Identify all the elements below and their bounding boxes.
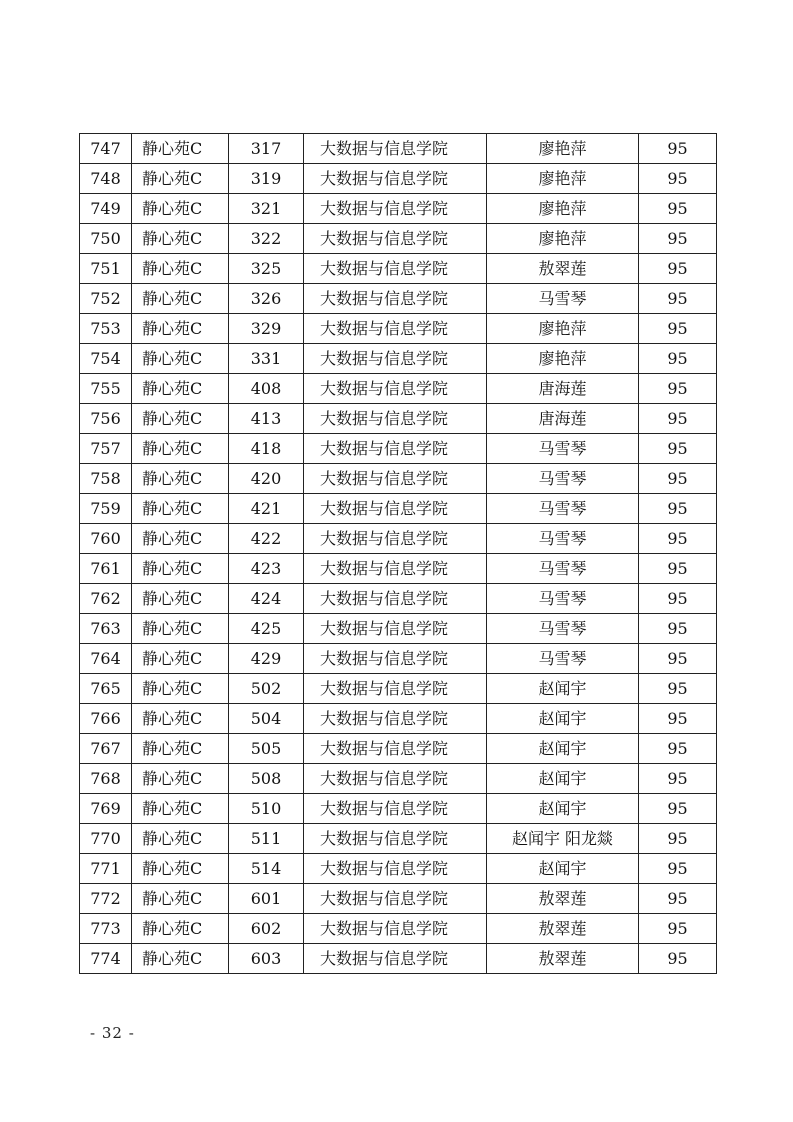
room-number-cell: 505	[229, 734, 304, 764]
room-number-cell: 602	[229, 914, 304, 944]
score-cell: 95	[639, 134, 717, 164]
person-in-charge-cell: 廖艳萍	[487, 194, 639, 224]
score-cell: 95	[639, 194, 717, 224]
room-number-cell: 418	[229, 434, 304, 464]
row-number-cell: 750	[80, 224, 132, 254]
room-number-cell: 408	[229, 374, 304, 404]
dorm-building-cell: 静心苑C	[132, 224, 229, 254]
college-cell: 大数据与信息学院	[304, 494, 487, 524]
score-cell: 95	[639, 164, 717, 194]
table-body	[80, 134, 717, 974]
room-number-cell: 511	[229, 824, 304, 854]
room-number-cell: 329	[229, 314, 304, 344]
college-cell: 大数据与信息学院	[304, 734, 487, 764]
room-number-cell: 413	[229, 404, 304, 434]
dorm-score-table	[79, 133, 717, 974]
college-cell: 大数据与信息学院	[304, 824, 487, 854]
person-in-charge-cell: 敖翠莲	[487, 884, 639, 914]
table-row	[80, 134, 717, 164]
room-number-cell: 325	[229, 254, 304, 284]
dorm-building-cell: 静心苑C	[132, 464, 229, 494]
table-row	[80, 404, 717, 434]
row-number-cell: 758	[80, 464, 132, 494]
college-cell: 大数据与信息学院	[304, 854, 487, 884]
row-number-cell: 765	[80, 674, 132, 704]
score-cell: 95	[639, 404, 717, 434]
person-in-charge-cell: 敖翠莲	[487, 944, 639, 974]
college-cell: 大数据与信息学院	[304, 284, 487, 314]
person-in-charge-cell: 赵闻宇 阳龙燚	[487, 824, 639, 854]
college-cell: 大数据与信息学院	[304, 614, 487, 644]
person-in-charge-cell: 马雪琴	[487, 284, 639, 314]
row-number-cell: 762	[80, 584, 132, 614]
room-number-cell: 603	[229, 944, 304, 974]
dorm-building-cell: 静心苑C	[132, 344, 229, 374]
score-cell: 95	[639, 914, 717, 944]
college-cell: 大数据与信息学院	[304, 914, 487, 944]
dorm-building-cell: 静心苑C	[132, 314, 229, 344]
dorm-building-cell: 静心苑C	[132, 794, 229, 824]
person-in-charge-cell: 赵闻宇	[487, 854, 639, 884]
room-number-cell: 429	[229, 644, 304, 674]
row-number-cell: 767	[80, 734, 132, 764]
row-number-cell: 752	[80, 284, 132, 314]
dorm-building-cell: 静心苑C	[132, 554, 229, 584]
score-cell: 95	[639, 614, 717, 644]
table-row	[80, 944, 717, 974]
college-cell: 大数据与信息学院	[304, 944, 487, 974]
table-row	[80, 374, 717, 404]
table-row	[80, 494, 717, 524]
person-in-charge-cell: 敖翠莲	[487, 914, 639, 944]
dorm-building-cell: 静心苑C	[132, 254, 229, 284]
table-row	[80, 584, 717, 614]
dorm-building-cell: 静心苑C	[132, 824, 229, 854]
row-number-cell: 748	[80, 164, 132, 194]
score-cell: 95	[639, 344, 717, 374]
row-number-cell: 764	[80, 644, 132, 674]
person-in-charge-cell: 马雪琴	[487, 644, 639, 674]
row-number-cell: 772	[80, 884, 132, 914]
college-cell: 大数据与信息学院	[304, 134, 487, 164]
person-in-charge-cell: 马雪琴	[487, 554, 639, 584]
college-cell: 大数据与信息学院	[304, 314, 487, 344]
room-number-cell: 317	[229, 134, 304, 164]
score-cell: 95	[639, 494, 717, 524]
table-row	[80, 284, 717, 314]
score-cell: 95	[639, 884, 717, 914]
table-row	[80, 764, 717, 794]
dorm-building-cell: 静心苑C	[132, 884, 229, 914]
person-in-charge-cell: 廖艳萍	[487, 224, 639, 254]
dorm-building-cell: 静心苑C	[132, 914, 229, 944]
table-row	[80, 434, 717, 464]
row-number-cell: 763	[80, 614, 132, 644]
person-in-charge-cell: 马雪琴	[487, 434, 639, 464]
room-number-cell: 502	[229, 674, 304, 704]
person-in-charge-cell: 唐海莲	[487, 374, 639, 404]
table-row	[80, 524, 717, 554]
row-number-cell: 754	[80, 344, 132, 374]
room-number-cell: 601	[229, 884, 304, 914]
score-cell: 95	[639, 374, 717, 404]
dorm-building-cell: 静心苑C	[132, 374, 229, 404]
college-cell: 大数据与信息学院	[304, 344, 487, 374]
row-number-cell: 768	[80, 764, 132, 794]
person-in-charge-cell: 赵闻宇	[487, 674, 639, 704]
room-number-cell: 421	[229, 494, 304, 524]
person-in-charge-cell: 廖艳萍	[487, 134, 639, 164]
table-row	[80, 824, 717, 854]
dorm-building-cell: 静心苑C	[132, 764, 229, 794]
person-in-charge-cell: 赵闻宇	[487, 704, 639, 734]
table-row	[80, 554, 717, 584]
dorm-building-cell: 静心苑C	[132, 944, 229, 974]
person-in-charge-cell: 廖艳萍	[487, 314, 639, 344]
room-number-cell: 319	[229, 164, 304, 194]
dorm-building-cell: 静心苑C	[132, 584, 229, 614]
college-cell: 大数据与信息学院	[304, 584, 487, 614]
row-number-cell: 766	[80, 704, 132, 734]
row-number-cell: 756	[80, 404, 132, 434]
room-number-cell: 423	[229, 554, 304, 584]
room-number-cell: 504	[229, 704, 304, 734]
dorm-building-cell: 静心苑C	[132, 284, 229, 314]
room-number-cell: 420	[229, 464, 304, 494]
score-cell: 95	[639, 584, 717, 614]
score-cell: 95	[639, 704, 717, 734]
person-in-charge-cell: 马雪琴	[487, 584, 639, 614]
table-row	[80, 704, 717, 734]
row-number-cell: 749	[80, 194, 132, 224]
score-cell: 95	[639, 464, 717, 494]
person-in-charge-cell: 赵闻宇	[487, 794, 639, 824]
score-cell: 95	[639, 854, 717, 884]
row-number-cell: 774	[80, 944, 132, 974]
table-row	[80, 644, 717, 674]
row-number-cell: 773	[80, 914, 132, 944]
college-cell: 大数据与信息学院	[304, 704, 487, 734]
score-cell: 95	[639, 254, 717, 284]
room-number-cell: 508	[229, 764, 304, 794]
room-number-cell: 322	[229, 224, 304, 254]
college-cell: 大数据与信息学院	[304, 224, 487, 254]
room-number-cell: 424	[229, 584, 304, 614]
room-number-cell: 321	[229, 194, 304, 224]
person-in-charge-cell: 马雪琴	[487, 464, 639, 494]
person-in-charge-cell: 赵闻宇	[487, 734, 639, 764]
table-row	[80, 854, 717, 884]
row-number-cell: 753	[80, 314, 132, 344]
page-number: - 32 -	[90, 1024, 135, 1042]
table-row	[80, 614, 717, 644]
table-row	[80, 734, 717, 764]
row-number-cell: 771	[80, 854, 132, 884]
person-in-charge-cell: 马雪琴	[487, 494, 639, 524]
college-cell: 大数据与信息学院	[304, 374, 487, 404]
table-row	[80, 914, 717, 944]
college-cell: 大数据与信息学院	[304, 434, 487, 464]
person-in-charge-cell: 唐海莲	[487, 404, 639, 434]
room-number-cell: 326	[229, 284, 304, 314]
college-cell: 大数据与信息学院	[304, 644, 487, 674]
score-cell: 95	[639, 674, 717, 704]
score-cell: 95	[639, 314, 717, 344]
row-number-cell: 761	[80, 554, 132, 584]
row-number-cell: 757	[80, 434, 132, 464]
room-number-cell: 425	[229, 614, 304, 644]
college-cell: 大数据与信息学院	[304, 524, 487, 554]
dorm-building-cell: 静心苑C	[132, 644, 229, 674]
row-number-cell: 770	[80, 824, 132, 854]
row-number-cell: 755	[80, 374, 132, 404]
row-number-cell: 747	[80, 134, 132, 164]
dorm-building-cell: 静心苑C	[132, 404, 229, 434]
college-cell: 大数据与信息学院	[304, 794, 487, 824]
person-in-charge-cell: 赵闻宇	[487, 764, 639, 794]
college-cell: 大数据与信息学院	[304, 464, 487, 494]
college-cell: 大数据与信息学院	[304, 554, 487, 584]
dorm-building-cell: 静心苑C	[132, 674, 229, 704]
college-cell: 大数据与信息学院	[304, 764, 487, 794]
dorm-building-cell: 静心苑C	[132, 614, 229, 644]
person-in-charge-cell: 廖艳萍	[487, 164, 639, 194]
college-cell: 大数据与信息学院	[304, 254, 487, 284]
row-number-cell: 760	[80, 524, 132, 554]
room-number-cell: 514	[229, 854, 304, 884]
table-row	[80, 794, 717, 824]
dorm-building-cell: 静心苑C	[132, 434, 229, 464]
table-row	[80, 344, 717, 374]
college-cell: 大数据与信息学院	[304, 164, 487, 194]
score-cell: 95	[639, 794, 717, 824]
score-cell: 95	[639, 554, 717, 584]
score-cell: 95	[639, 824, 717, 854]
table-row	[80, 224, 717, 254]
table-row	[80, 194, 717, 224]
row-number-cell: 751	[80, 254, 132, 284]
score-cell: 95	[639, 734, 717, 764]
dorm-building-cell: 静心苑C	[132, 704, 229, 734]
dorm-building-cell: 静心苑C	[132, 524, 229, 554]
room-number-cell: 422	[229, 524, 304, 554]
table-row	[80, 464, 717, 494]
dorm-building-cell: 静心苑C	[132, 734, 229, 764]
dorm-building-cell: 静心苑C	[132, 494, 229, 524]
score-cell: 95	[639, 764, 717, 794]
score-cell: 95	[639, 284, 717, 314]
person-in-charge-cell: 廖艳萍	[487, 344, 639, 374]
dorm-building-cell: 静心苑C	[132, 194, 229, 224]
table-row	[80, 884, 717, 914]
person-in-charge-cell: 马雪琴	[487, 524, 639, 554]
dorm-building-cell: 静心苑C	[132, 854, 229, 884]
table-row	[80, 164, 717, 194]
college-cell: 大数据与信息学院	[304, 404, 487, 434]
college-cell: 大数据与信息学院	[304, 194, 487, 224]
room-number-cell: 510	[229, 794, 304, 824]
dorm-building-cell: 静心苑C	[132, 134, 229, 164]
table-row	[80, 674, 717, 704]
table-row	[80, 254, 717, 284]
dorm-building-cell: 静心苑C	[132, 164, 229, 194]
person-in-charge-cell: 马雪琴	[487, 614, 639, 644]
college-cell: 大数据与信息学院	[304, 674, 487, 704]
score-cell: 95	[639, 524, 717, 554]
person-in-charge-cell: 敖翠莲	[487, 254, 639, 284]
score-cell: 95	[639, 644, 717, 674]
row-number-cell: 769	[80, 794, 132, 824]
score-cell: 95	[639, 224, 717, 254]
college-cell: 大数据与信息学院	[304, 884, 487, 914]
table-row	[80, 314, 717, 344]
score-cell: 95	[639, 944, 717, 974]
score-cell: 95	[639, 434, 717, 464]
room-number-cell: 331	[229, 344, 304, 374]
row-number-cell: 759	[80, 494, 132, 524]
